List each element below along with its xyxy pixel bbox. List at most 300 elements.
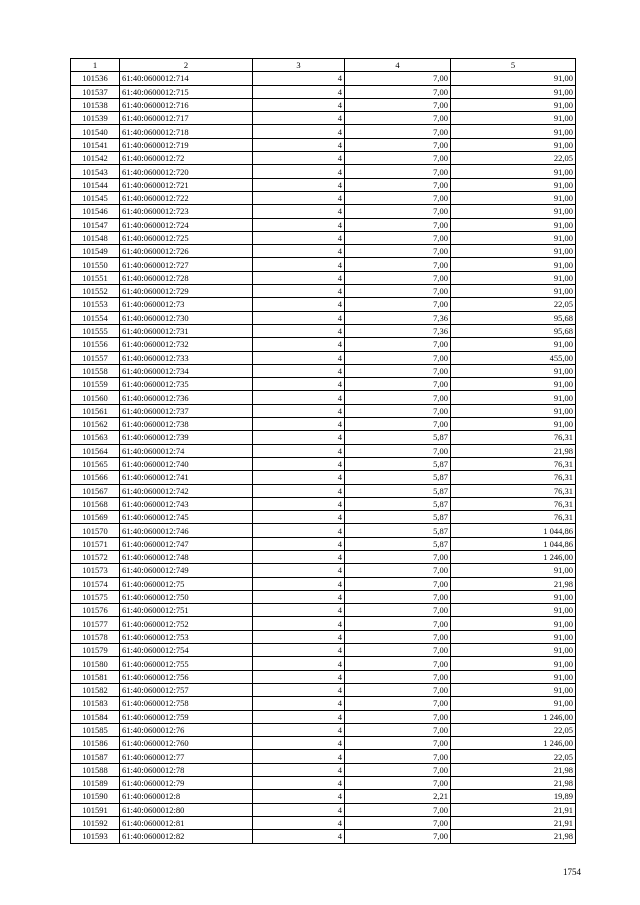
table-cell-col-4: 7,00 [345,98,451,111]
table-cell-col-4: 7,00 [345,630,451,643]
table-cell-col-5: 76,31 [451,431,576,444]
table-row [71,404,576,417]
table-cell-col-4: 7,00 [345,271,451,284]
table-cell-col-3: 4 [253,670,345,683]
table-row [71,564,576,577]
table-cell-col-4: 7,00 [345,670,451,683]
table-cell-col-2: 61:40:0600012:742 [120,484,253,497]
table-row [71,444,576,457]
table-cell-col-5: 19,89 [451,790,576,803]
table-cell-col-2: 61:40:0600012:80 [120,803,253,816]
table-cell-col-3: 4 [253,444,345,457]
table-cell-col-2: 61:40:0600012:726 [120,245,253,258]
table-row [71,577,576,590]
table-cell-col-3: 4 [253,777,345,790]
table-cell-col-3: 4 [253,364,345,377]
table-cell-col-1: 101571 [71,537,120,550]
table-cell-col-3: 4 [253,644,345,657]
table-cell-col-5: 91,00 [451,644,576,657]
table-cell-col-1: 101536 [71,72,120,85]
table-cell-col-2: 61:40:0600012:82 [120,830,253,843]
table-cell-col-2: 61:40:0600012:743 [120,497,253,510]
table-cell-col-1: 101552 [71,285,120,298]
table-cell-col-1: 101593 [71,830,120,843]
table-cell-col-5: 91,00 [451,697,576,710]
table-cell-col-3: 4 [253,178,345,191]
table-cell-col-4: 5,87 [345,511,451,524]
table-cell-col-2: 61:40:0600012:73 [120,298,253,311]
table-cell-col-5: 1 246,00 [451,737,576,750]
table-cell-col-4: 7,00 [345,590,451,603]
table-cell-col-1: 101591 [71,803,120,816]
table-cell-col-5: 1 246,00 [451,710,576,723]
table-cell-col-5: 1 246,00 [451,550,576,563]
table-cell-col-5: 91,00 [451,271,576,284]
table-cell-col-5: 76,31 [451,471,576,484]
table-cell-col-3: 4 [253,750,345,763]
table-cell-col-3: 4 [253,710,345,723]
table-cell-col-1: 101585 [71,723,120,736]
table-cell-col-5: 21,98 [451,763,576,776]
table-cell-col-3: 4 [253,537,345,550]
table-cell-col-5: 1 044,86 [451,524,576,537]
table-row [71,165,576,178]
header-row [71,59,576,72]
table-cell-col-4: 7,00 [345,112,451,125]
table-cell-col-2: 61:40:0600012:724 [120,218,253,231]
table-cell-col-4: 7,00 [345,85,451,98]
table-cell-col-1: 101539 [71,112,120,125]
table-cell-col-1: 101555 [71,324,120,337]
table-cell-col-1: 101574 [71,577,120,590]
table-cell-col-3: 4 [253,205,345,218]
table-cell-col-1: 101578 [71,630,120,643]
table-cell-col-3: 4 [253,72,345,85]
table-cell-col-3: 4 [253,484,345,497]
table-cell-col-4: 5,87 [345,457,451,470]
header-col-1: 1 [71,59,120,72]
table-cell-col-2: 61:40:0600012:79 [120,777,253,790]
table-cell-col-5: 91,00 [451,165,576,178]
table-cell-col-5: 21,91 [451,803,576,816]
table-row [71,670,576,683]
table-row [71,285,576,298]
table-cell-col-2: 61:40:0600012:77 [120,750,253,763]
table-cell-col-3: 4 [253,431,345,444]
table-cell-col-5: 21,91 [451,816,576,829]
table-cell-col-3: 4 [253,112,345,125]
table-cell-col-3: 4 [253,471,345,484]
table-row [71,710,576,723]
table-cell-col-2: 61:40:0600012:740 [120,457,253,470]
table-cell-col-5: 91,00 [451,617,576,630]
table-cell-col-4: 7,00 [345,750,451,763]
table-cell-col-3: 4 [253,497,345,510]
table-cell-col-4: 7,00 [345,604,451,617]
table-row [71,205,576,218]
table-cell-col-3: 4 [253,630,345,643]
table-cell-col-5: 91,00 [451,98,576,111]
table-cell-col-4: 7,36 [345,311,451,324]
table-cell-col-3: 4 [253,657,345,670]
table-row [71,191,576,204]
table-cell-col-4: 7,00 [345,205,451,218]
table-cell-col-2: 61:40:0600012:747 [120,537,253,550]
table-cell-col-3: 4 [253,218,345,231]
table-row [71,231,576,244]
table-row [71,644,576,657]
table-cell-col-1: 101570 [71,524,120,537]
table-cell-col-5: 455,00 [451,351,576,364]
table-cell-col-5: 91,00 [451,590,576,603]
table-cell-col-2: 61:40:0600012:719 [120,138,253,151]
table-cell-col-3: 4 [253,138,345,151]
table-row [71,138,576,151]
table-cell-col-4: 7,00 [345,218,451,231]
table-cell-col-2: 61:40:0600012:727 [120,258,253,271]
table-cell-col-2: 61:40:0600012:741 [120,471,253,484]
table-row [71,311,576,324]
table-cell-col-5: 76,31 [451,511,576,524]
table-cell-col-2: 61:40:0600012:76 [120,723,253,736]
table-cell-col-5: 91,00 [451,112,576,125]
table-cell-col-1: 101576 [71,604,120,617]
table-cell-col-4: 7,00 [345,617,451,630]
table-cell-col-4: 7,00 [345,550,451,563]
table-cell-col-5: 22,05 [451,750,576,763]
table-cell-col-4: 7,00 [345,191,451,204]
table-cell-col-5: 22,05 [451,298,576,311]
table-cell-col-5: 91,00 [451,138,576,151]
table-cell-col-1: 101577 [71,617,120,630]
table-cell-col-5: 95,68 [451,324,576,337]
table-cell-col-1: 101590 [71,790,120,803]
table-row [71,457,576,470]
table-cell-col-4: 5,87 [345,497,451,510]
table-cell-col-2: 61:40:0600012:748 [120,550,253,563]
table-cell-col-2: 61:40:0600012:81 [120,816,253,829]
table-cell-col-1: 101538 [71,98,120,111]
table-cell-col-2: 61:40:0600012:760 [120,737,253,750]
table-cell-col-2: 61:40:0600012:759 [120,710,253,723]
table-cell-col-1: 101567 [71,484,120,497]
table-cell-col-5: 91,00 [451,630,576,643]
table-cell-col-4: 5,87 [345,431,451,444]
table-row [71,737,576,750]
table-cell-col-5: 21,98 [451,577,576,590]
page-number: 1754 [563,867,581,877]
table-cell-col-2: 61:40:0600012:754 [120,644,253,657]
table-cell-col-5: 21,98 [451,444,576,457]
table-row [71,550,576,563]
table-cell-col-3: 4 [253,191,345,204]
table-cell-col-3: 4 [253,816,345,829]
cadastral-table [70,58,576,844]
table-cell-col-2: 61:40:0600012:720 [120,165,253,178]
table-cell-col-3: 4 [253,351,345,364]
table-cell-col-1: 101573 [71,564,120,577]
table-cell-col-3: 4 [253,617,345,630]
table-row [71,471,576,484]
table-cell-col-1: 101537 [71,85,120,98]
table-cell-col-1: 101557 [71,351,120,364]
table-cell-col-5: 21,98 [451,830,576,843]
table-cell-col-4: 7,00 [345,564,451,577]
table-cell-col-2: 61:40:0600012:731 [120,324,253,337]
table-cell-col-3: 4 [253,311,345,324]
table-cell-col-5: 91,00 [451,338,576,351]
table-cell-col-1: 101544 [71,178,120,191]
table-cell-col-5: 1 044,86 [451,537,576,550]
table-cell-col-1: 101550 [71,258,120,271]
table-cell-col-3: 4 [253,697,345,710]
table-cell-col-1: 101575 [71,590,120,603]
table-cell-col-5: 91,00 [451,564,576,577]
table-cell-col-5: 91,00 [451,683,576,696]
table-cell-col-4: 7,00 [345,830,451,843]
table-cell-col-4: 7,00 [345,364,451,377]
table-cell-col-2: 61:40:0600012:729 [120,285,253,298]
table-cell-col-4: 7,00 [345,351,451,364]
table-cell-col-3: 4 [253,378,345,391]
table-cell-col-3: 4 [253,152,345,165]
table-cell-col-4: 7,00 [345,72,451,85]
table-cell-col-4: 7,00 [345,737,451,750]
table-cell-col-1: 101582 [71,683,120,696]
table-cell-col-1: 101548 [71,231,120,244]
table-cell-col-5: 91,00 [451,218,576,231]
table-cell-col-1: 101572 [71,550,120,563]
table-cell-col-3: 4 [253,683,345,696]
table-cell-col-4: 7,00 [345,298,451,311]
table-cell-col-4: 2,21 [345,790,451,803]
table-row [71,178,576,191]
table-cell-col-5: 91,00 [451,85,576,98]
table-cell-col-3: 4 [253,298,345,311]
table-cell-col-4: 7,00 [345,710,451,723]
table-row [71,816,576,829]
table-cell-col-2: 61:40:0600012:8 [120,790,253,803]
table-row [71,657,576,670]
table-cell-col-5: 91,00 [451,205,576,218]
table-row [71,803,576,816]
table-cell-col-5: 91,00 [451,604,576,617]
header-col-2: 2 [120,59,253,72]
table-cell-col-2: 61:40:0600012:735 [120,378,253,391]
table-row [71,630,576,643]
table-cell-col-1: 101589 [71,777,120,790]
table-cell-col-4: 7,00 [345,258,451,271]
table-cell-col-5: 91,00 [451,72,576,85]
table-body [71,72,576,843]
table-cell-col-2: 61:40:0600012:721 [120,178,253,191]
table-cell-col-4: 7,00 [345,723,451,736]
table-cell-col-2: 61:40:0600012:72 [120,152,253,165]
table-cell-col-3: 4 [253,590,345,603]
table-cell-col-5: 91,00 [451,404,576,417]
table-cell-col-1: 101545 [71,191,120,204]
table-cell-col-2: 61:40:0600012:722 [120,191,253,204]
table-row [71,763,576,776]
table-cell-col-4: 7,00 [345,418,451,431]
table-cell-col-4: 7,00 [345,165,451,178]
table-cell-col-1: 101588 [71,763,120,776]
table-cell-col-1: 101566 [71,471,120,484]
table-cell-col-5: 95,68 [451,311,576,324]
table-cell-col-1: 101556 [71,338,120,351]
table-cell-col-3: 4 [253,125,345,138]
table-cell-col-3: 4 [253,271,345,284]
table-cell-col-3: 4 [253,245,345,258]
table-cell-col-5: 91,00 [451,125,576,138]
table-row [71,152,576,165]
table-row [71,378,576,391]
table-row [71,697,576,710]
table-row [71,298,576,311]
table-cell-col-3: 4 [253,418,345,431]
table-cell-col-2: 61:40:0600012:716 [120,98,253,111]
table-cell-col-4: 7,00 [345,178,451,191]
table-cell-col-2: 61:40:0600012:74 [120,444,253,457]
table-cell-col-2: 61:40:0600012:78 [120,763,253,776]
table-row [71,590,576,603]
table-cell-col-2: 61:40:0600012:750 [120,590,253,603]
table-row [71,271,576,284]
table-cell-col-2: 61:40:0600012:756 [120,670,253,683]
table-cell-col-1: 101586 [71,737,120,750]
table-cell-col-2: 61:40:0600012:752 [120,617,253,630]
table-cell-col-4: 7,00 [345,816,451,829]
table-cell-col-4: 7,00 [345,444,451,457]
table-cell-col-4: 7,00 [345,404,451,417]
table-cell-col-3: 4 [253,790,345,803]
table-row [71,683,576,696]
table-cell-col-1: 101579 [71,644,120,657]
table-cell-col-1: 101558 [71,364,120,377]
table-cell-col-4: 7,00 [345,644,451,657]
table-cell-col-5: 76,31 [451,484,576,497]
table-cell-col-2: 61:40:0600012:758 [120,697,253,710]
table-cell-col-2: 61:40:0600012:737 [120,404,253,417]
table-cell-col-2: 61:40:0600012:725 [120,231,253,244]
table-row [71,431,576,444]
table-cell-col-5: 91,00 [451,258,576,271]
table-cell-col-5: 91,00 [451,657,576,670]
table-row [71,537,576,550]
table-cell-col-1: 101568 [71,497,120,510]
table-cell-col-2: 61:40:0600012:746 [120,524,253,537]
table-cell-col-1: 101560 [71,391,120,404]
table-cell-col-2: 61:40:0600012:751 [120,604,253,617]
table-row [71,777,576,790]
table-cell-col-1: 101564 [71,444,120,457]
table-cell-col-1: 101569 [71,511,120,524]
table-cell-col-1: 101549 [71,245,120,258]
table-cell-col-5: 91,00 [451,670,576,683]
table-cell-col-3: 4 [253,564,345,577]
table-row [71,418,576,431]
table-cell-col-3: 4 [253,258,345,271]
table-cell-col-2: 61:40:0600012:745 [120,511,253,524]
table-cell-col-5: 91,00 [451,364,576,377]
table-cell-col-2: 61:40:0600012:739 [120,431,253,444]
table-row [71,524,576,537]
table-cell-col-2: 61:40:0600012:715 [120,85,253,98]
table-row [71,830,576,843]
table-cell-col-3: 4 [253,324,345,337]
table-cell-col-4: 7,00 [345,338,451,351]
table-cell-col-2: 61:40:0600012:730 [120,311,253,324]
table-cell-col-4: 7,00 [345,138,451,151]
table-cell-col-1: 101580 [71,657,120,670]
table-row [71,351,576,364]
table-cell-col-5: 91,00 [451,191,576,204]
table-cell-col-4: 5,87 [345,484,451,497]
table-cell-col-2: 61:40:0600012:733 [120,351,253,364]
table-row [71,790,576,803]
table-cell-col-4: 5,87 [345,537,451,550]
table-cell-col-4: 7,00 [345,285,451,298]
table-cell-col-5: 91,00 [451,391,576,404]
table-cell-col-1: 101546 [71,205,120,218]
table-row [71,617,576,630]
table-row [71,98,576,111]
table-cell-col-3: 4 [253,98,345,111]
table-cell-col-4: 5,87 [345,524,451,537]
table-row [71,112,576,125]
table-cell-col-1: 101543 [71,165,120,178]
table-cell-col-5: 22,05 [451,152,576,165]
table-cell-col-2: 61:40:0600012:734 [120,364,253,377]
table-cell-col-3: 4 [253,550,345,563]
table-cell-col-2: 61:40:0600012:75 [120,577,253,590]
table-cell-col-3: 4 [253,338,345,351]
table-cell-col-3: 4 [253,763,345,776]
table-row [71,245,576,258]
table-cell-col-5: 76,31 [451,497,576,510]
table-cell-col-2: 61:40:0600012:753 [120,630,253,643]
table-row [71,324,576,337]
table-cell-col-1: 101554 [71,311,120,324]
table-cell-col-4: 7,00 [345,577,451,590]
table-row [71,511,576,524]
table-cell-col-4: 7,00 [345,125,451,138]
table-row [71,364,576,377]
table-row [71,604,576,617]
table-row [71,723,576,736]
table-cell-col-4: 7,00 [345,657,451,670]
table-cell-col-3: 4 [253,604,345,617]
table-row [71,258,576,271]
table-cell-col-5: 91,00 [451,178,576,191]
table-cell-col-1: 101581 [71,670,120,683]
table-cell-col-3: 4 [253,803,345,816]
table-cell-col-1: 101592 [71,816,120,829]
table-cell-col-4: 7,00 [345,777,451,790]
table-row [71,338,576,351]
table-cell-col-5: 21,98 [451,777,576,790]
table-cell-col-2: 61:40:0600012:718 [120,125,253,138]
table-cell-col-4: 7,00 [345,391,451,404]
table-cell-col-2: 61:40:0600012:736 [120,391,253,404]
table-cell-col-3: 4 [253,830,345,843]
table-cell-col-3: 4 [253,404,345,417]
table-cell-col-3: 4 [253,577,345,590]
table-cell-col-5: 22,05 [451,723,576,736]
table-cell-col-1: 101587 [71,750,120,763]
table-row [71,497,576,510]
table-cell-col-1: 101584 [71,710,120,723]
